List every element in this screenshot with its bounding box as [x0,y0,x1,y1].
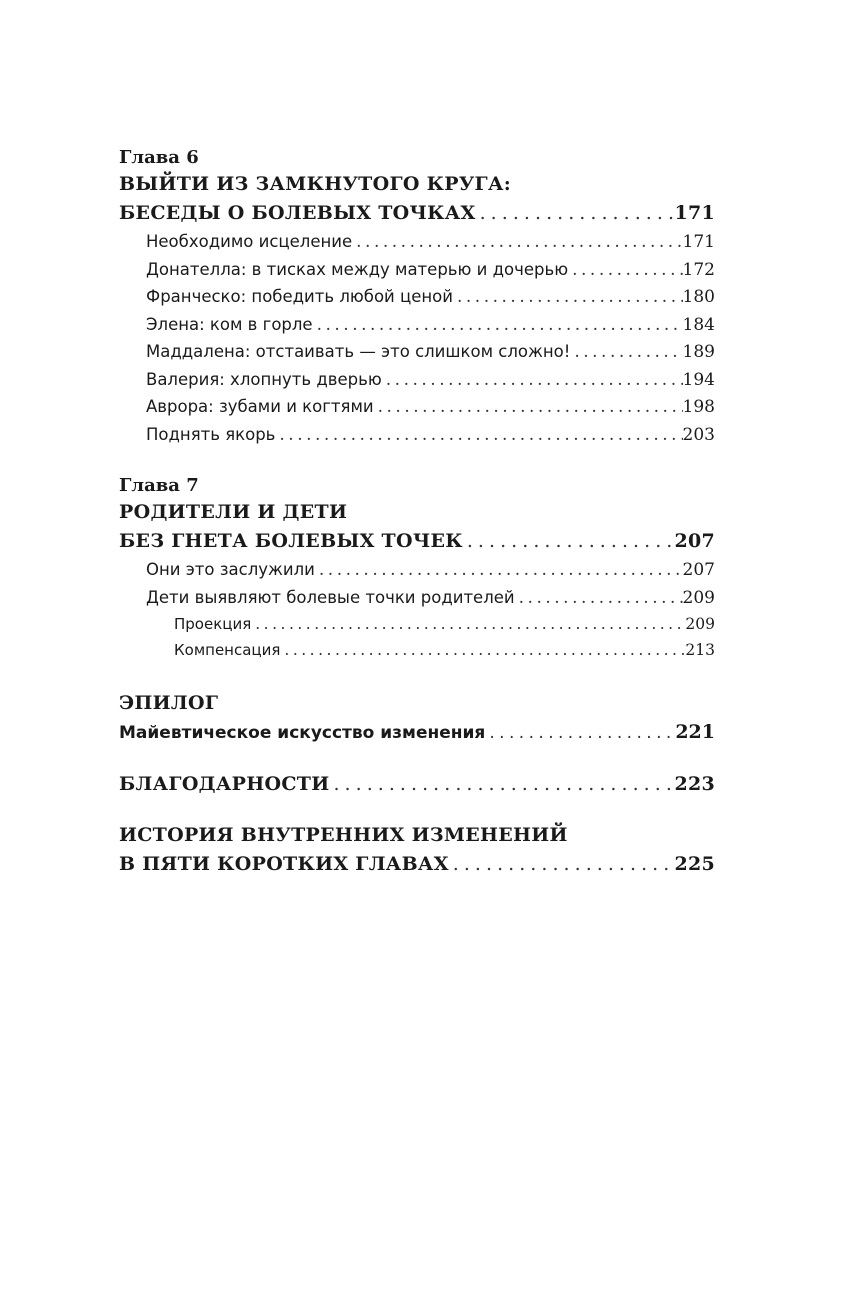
toc-entry-title: Они это заслужили [146,560,315,579]
chapter-6-page: 171 [674,202,715,224]
toc-entry[interactable] [119,556,715,584]
toc-entry-page: 189 [682,342,715,362]
toc-entry-title: Маддалена: отстаивать — это слишком сложно! [146,342,571,361]
chapter-6-title-line-2: БЕСЕДЫ О БОЛЕВЫХ ТОЧКАХ [119,202,476,224]
toc-entry[interactable] [119,228,715,256]
acknowledgements-page: 223 [674,773,715,795]
toc-subentry-title: Компенсация [174,641,281,659]
story-block [119,821,715,879]
toc-entry-page: 194 [682,369,715,390]
toc-entry-page: 180 [682,287,715,307]
leader-dots [568,257,682,285]
leader-dots [313,312,683,340]
epilogue-block [119,689,715,747]
toc-entry-page: 198 [682,397,715,417]
leader-dots [352,229,682,257]
leader-dots [570,339,682,367]
toc-subentry[interactable] [119,637,715,663]
toc-entry-page: 172 [682,259,715,280]
toc-entry-page: 171 [682,232,715,252]
spacer [119,448,715,474]
acknowledgements-entry[interactable] [119,769,715,799]
table-of-contents [119,146,715,879]
leader-dots [382,367,683,395]
leader-dots [463,526,675,556]
epilogue-title: ЭПИЛОГ [119,692,219,714]
toc-entry[interactable] [119,311,715,339]
toc-entry[interactable] [119,338,715,366]
toc-entry-title: Франческо: победить любой ценой [146,287,453,306]
toc-entry[interactable] [119,393,715,421]
leader-dots [280,637,685,663]
toc-entry-title: Дети выявляют болевые точки родителей [146,587,515,607]
chapter-7-label: Глава 7 [119,475,199,496]
acknowledgements-title: БЛАГОДАРНОСТИ [119,773,330,795]
toc-entry[interactable] [119,366,715,394]
leader-dots [515,585,683,613]
toc-entry[interactable] [119,584,715,612]
toc-entry-title: Донателла: в тисках между матерью и дочерью [146,259,569,279]
chapter-6-block [119,146,715,448]
epilogue-subtitle: Майевтическое искусство изменения [119,723,486,743]
chapter-7-page: 207 [674,530,715,552]
leader-dots [476,198,675,228]
story-title-line-2: В ПЯТИ КОРОТКИХ ГЛАВАХ [119,853,449,875]
toc-entry-page: 209 [682,587,715,608]
toc-entry-page: 207 [682,560,715,580]
leader-dots [453,284,683,312]
chapter-6-title-line-1: ВЫЙТИ ИЗ ЗАМКНУТОГО КРУГА: [119,173,512,195]
leader-dots [275,422,682,450]
toc-entry[interactable] [119,421,715,449]
story-entry[interactable] [119,849,715,879]
chapter-7-title-line-2: БЕЗ ГНЕТА БОЛЕВЫХ ТОЧЕК [119,530,463,552]
story-page: 225 [674,853,715,875]
toc-entry-title: Поднять якорь [146,424,276,444]
toc-subentry-page: 213 [685,641,715,659]
spacer [119,747,715,769]
epilogue-entry[interactable] [119,717,715,747]
toc-entry-page: 184 [682,314,715,335]
acknowledgements-block [119,769,715,799]
toc-entry[interactable] [119,256,715,284]
toc-entry-page: 203 [682,424,715,445]
toc-entry-title: Валерия: хлопнуть дверью [146,369,382,389]
spacer [119,663,715,689]
leader-dots [449,849,675,879]
chapter-6-title-entry[interactable] [119,198,715,228]
leader-dots [329,769,674,799]
leader-dots [374,394,683,422]
leader-dots [315,557,683,585]
chapter-7-title-line-1: РОДИТЕЛИ И ДЕТИ [119,501,348,523]
toc-entry-title: Необходимо исцеление [146,232,353,251]
chapter-7-title-entry[interactable] [119,526,715,556]
toc-subentry-title: Проекция [174,615,252,633]
toc-subentry-page: 209 [685,615,715,633]
chapter-6-label: Глава 6 [119,147,199,168]
epilogue-page: 221 [675,721,715,743]
toc-entry-title: Элена: ком в горле [146,314,313,334]
leader-dots [485,718,675,748]
story-title-line-1: ИСТОРИЯ ВНУТРЕННИХ ИЗМЕНЕНИЙ [119,824,568,846]
chapter-7-block [119,474,715,663]
toc-entry[interactable] [119,283,715,311]
toc-subentry[interactable] [119,611,715,637]
leader-dots [251,611,685,637]
toc-entry-title: Аврора: зубами и когтями [146,397,374,416]
spacer [119,799,715,821]
